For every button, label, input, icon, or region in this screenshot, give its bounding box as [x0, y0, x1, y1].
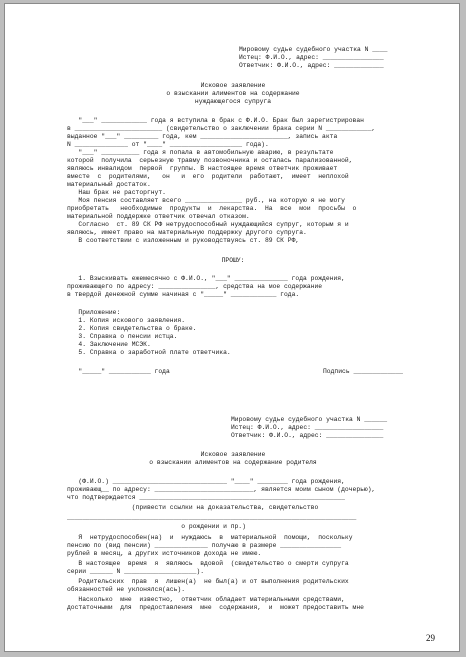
doc1-body-line: вместе с родителями, он и его родители работают, имеет неплохой: [67, 173, 349, 180]
doc1-header-defendant: Ответчик: Ф.И.О., адрес: _____________: [239, 62, 384, 69]
doc1-body-line: приобретать необходимые продукты и лекарства. На все мои просьбы о: [67, 205, 357, 212]
doc1-attachments-title: Приложение:: [67, 309, 121, 316]
doc1-body-line: Наш брак не расторгнут.: [67, 189, 166, 196]
doc1-attachment-item: 4. Заключение МСЭК.: [67, 341, 151, 348]
doc2-body-line: Насколько мне известно, ответчик обладает материальными средствами,: [67, 596, 345, 603]
doc1-body-line: которой получила серьезную травму позвоночника и осталась парализованной,: [67, 157, 353, 164]
doc2-body-line: В настоящее время я являюсь вдовой (свидетельство о смерти супруга: [67, 560, 349, 567]
doc2-body-line: Я нетрудоспособен(на) и нуждаюсь в материальной помощи, поскольку: [67, 534, 353, 541]
doc2-body-line: серии ______ N ___________________).: [67, 568, 205, 575]
doc1-body-line: материальный достаток.: [67, 181, 151, 188]
doc2-body-line: пенсию по (вид пенсии) ______________ получаю в размере ________________: [67, 542, 342, 549]
doc1-title-line3: нуждающегося супруга: [194, 98, 272, 105]
doc1-header-court: Мировому судье судебного участка N ____: [239, 46, 388, 53]
doc1-attachment-item: 3. Справка о пенсии истца.: [67, 333, 178, 340]
doc1-prosu-heading: ПРОШУ:: [221, 257, 245, 264]
doc1-request-line: проживающего по адресу: _______________, средства на мое содержание: [67, 283, 323, 290]
doc2-body-line: обязанностей не уклонялся(ась).: [67, 586, 186, 593]
doc1-header-plaintiff: Истец: Ф.И.О., адрес: ________________: [239, 54, 384, 61]
doc2-body-line: достаточными для предоставления мне содержания, и может предоставить мне: [67, 604, 364, 611]
doc2-title-line1: Исковое заявление: [200, 451, 266, 458]
doc1-request-line: в твердой денежной сумме начиная с "_____" ____________ года.: [67, 291, 300, 298]
doc1-title-line2: о взыскании алиментов на содержание: [166, 90, 300, 97]
doc1-request-line: 1. Взыскивать ежемесячно с Ф.И.О., "___" ______________ года рождения,: [67, 275, 345, 282]
doc2-header-court: Мировому судье судебного участка N ______: [231, 416, 388, 423]
doc1-body-line: Согласно ст. 89 СК РФ нетрудоспособный нуждающийся супруг, которым я и: [67, 221, 349, 228]
doc1-body-line: В соответствии с изложенным и руководствуясь ст. 89 СК РФ,: [67, 237, 300, 244]
doc1-title-line1: Исковое заявление: [200, 82, 266, 89]
doc2-body-line: (привести ссылки на доказательства, свидетельство: [67, 504, 319, 511]
doc1-attachment-item: 2. Копия свидетельства о браке.: [67, 325, 197, 332]
doc2-header-defendant: Ответчик: Ф.И.О., адрес: _______________: [231, 432, 384, 439]
doc2-body-line: что подтверждается ______________________________________________________: [67, 494, 345, 501]
doc1-body-line: "___" __________ года я попала в автомобильную аварию, в результате: [67, 149, 334, 156]
doc2-title-line2: о взыскании алиментов на содержание родителя: [149, 459, 317, 466]
doc1-signature-line: Подпись _____________: [323, 368, 403, 375]
doc2-header-plaintiff: Истец: Ф.И.О., адрес: __________________: [231, 424, 384, 431]
doc2-body-line: ____________________________________________________________________________: [67, 514, 357, 521]
doc1-body-line: материальной поддержке ответчик отвечал отказом.: [67, 213, 250, 220]
doc2-body-line: Родительских прав я лишен(а) не был(а) и от выполнения родительских: [67, 578, 349, 585]
doc1-body-line: выданное "___" _________ года, кем _______________________, запись акта: [67, 133, 338, 140]
doc1-date-line: "_____" ___________ года: [67, 368, 170, 375]
doc1-body-line: Моя пенсия составляет всего _______________ руб., на которую я не могу: [67, 197, 345, 204]
doc1-body-line: в _______________________ (свидетельство о заключении брака серии N ____________,: [67, 125, 376, 132]
doc1-attachment-item: 1. Копия искового заявления.: [67, 317, 186, 324]
doc1-attachment-item: 5. Справка о заработной плате ответчика.: [67, 349, 231, 356]
doc2-body-line: (Ф.И.О.) ______________________________ "____" ________ года рождения,: [67, 478, 345, 485]
doc1-body-line: являюсь, имеет право на материальную поддержку другого супруга.: [67, 229, 307, 236]
doc1-body-line: N ______________ от "____" ___________________ года).: [67, 141, 269, 148]
doc2-body-line: рублей в месяц, а других источников дохода не имею.: [67, 550, 262, 557]
document-page: [4, 3, 460, 652]
doc1-body-line: являюсь инвалидом первой группы. В настоящее время ответчик проживает: [67, 165, 338, 172]
doc1-body-line: "___" ____________ года я вступила в брак с Ф.И.О. Брак был зарегистрирован: [67, 117, 364, 124]
doc2-body-line: проживающ__ по адресу: __________________________, является моим сыном (дочерью),: [67, 486, 376, 493]
doc2-body-line: о рождении и пр.): [67, 523, 246, 530]
page-number: 29: [426, 633, 435, 643]
